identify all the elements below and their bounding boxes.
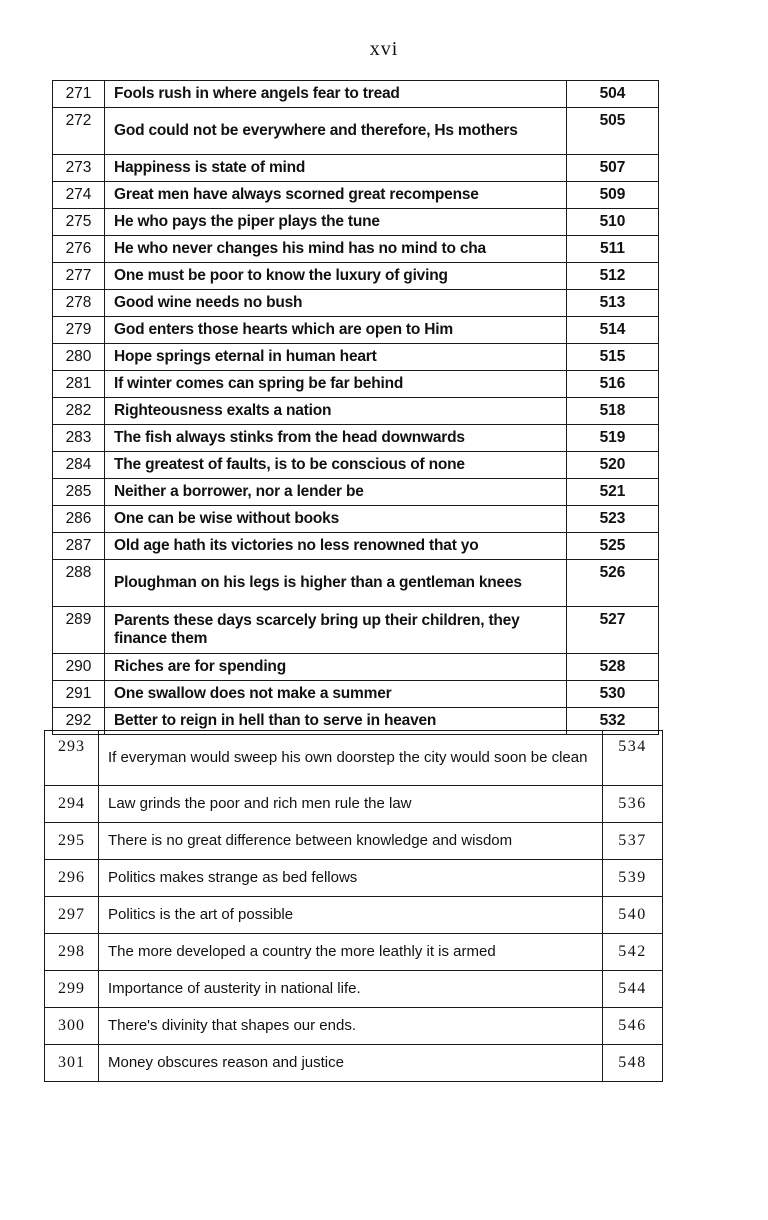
entry-number: 291 bbox=[53, 681, 105, 708]
entry-title: If winter comes can spring be far behind bbox=[105, 371, 567, 398]
entry-page: 528 bbox=[567, 654, 659, 681]
entry-number: 290 bbox=[53, 654, 105, 681]
entry-number: 296 bbox=[45, 860, 99, 897]
entry-page: 537 bbox=[603, 823, 663, 860]
entry-number: 274 bbox=[53, 182, 105, 209]
entry-page: 512 bbox=[567, 263, 659, 290]
entry-page: 530 bbox=[567, 681, 659, 708]
entry-page: 525 bbox=[567, 533, 659, 560]
entry-title: Ploughman on his legs is higher than a gentleman knees bbox=[105, 560, 567, 607]
entry-page: 511 bbox=[567, 236, 659, 263]
entry-page: 532 bbox=[567, 708, 659, 735]
table-row bbox=[45, 971, 663, 1008]
entry-page: 534 bbox=[603, 731, 663, 786]
entry-title: Law grinds the poor and rich men rule the law bbox=[99, 786, 603, 823]
table-row bbox=[45, 731, 663, 786]
entry-number: 279 bbox=[53, 317, 105, 344]
entry-page: 516 bbox=[567, 371, 659, 398]
entry-number: 276 bbox=[53, 236, 105, 263]
entry-page: 527 bbox=[567, 607, 659, 654]
entry-number: 287 bbox=[53, 533, 105, 560]
entry-number: 297 bbox=[45, 897, 99, 934]
contents-table-upper bbox=[52, 80, 659, 735]
entry-number: 284 bbox=[53, 452, 105, 479]
entry-title: Old age hath its victories no less renowned that yo bbox=[105, 533, 567, 560]
table-row bbox=[53, 81, 659, 108]
table-row bbox=[53, 371, 659, 398]
table-row bbox=[45, 860, 663, 897]
entry-number: 282 bbox=[53, 398, 105, 425]
entry-number: 300 bbox=[45, 1008, 99, 1045]
entry-number: 301 bbox=[45, 1045, 99, 1082]
entry-page: 520 bbox=[567, 452, 659, 479]
table-row bbox=[53, 236, 659, 263]
entry-number: 280 bbox=[53, 344, 105, 371]
entry-page: 521 bbox=[567, 479, 659, 506]
table-row bbox=[45, 934, 663, 971]
entry-page: 504 bbox=[567, 81, 659, 108]
entry-title: There is no great difference between knowledge and wisdom bbox=[99, 823, 603, 860]
entry-title: God could not be everywhere and therefore, Hs mothers bbox=[105, 108, 567, 155]
entry-title: Hope springs eternal in human heart bbox=[105, 344, 567, 371]
entry-page: 546 bbox=[603, 1008, 663, 1045]
entry-number: 298 bbox=[45, 934, 99, 971]
table-row bbox=[53, 654, 659, 681]
entry-number: 293 bbox=[45, 731, 99, 786]
entry-number: 272 bbox=[53, 108, 105, 155]
entry-number: 271 bbox=[53, 81, 105, 108]
table-row bbox=[53, 344, 659, 371]
entry-title: God enters those hearts which are open to Him bbox=[105, 317, 567, 344]
entry-number: 273 bbox=[53, 155, 105, 182]
entry-page: 540 bbox=[603, 897, 663, 934]
entry-title: Great men have always scorned great recompense bbox=[105, 182, 567, 209]
entry-number: 299 bbox=[45, 971, 99, 1008]
entry-number: 278 bbox=[53, 290, 105, 317]
entry-title: One must be poor to know the luxury of giving bbox=[105, 263, 567, 290]
entry-page: 507 bbox=[567, 155, 659, 182]
entry-title: Good wine needs no bush bbox=[105, 290, 567, 317]
entry-title: Riches are for spending bbox=[105, 654, 567, 681]
entry-page: 536 bbox=[603, 786, 663, 823]
entry-page: 523 bbox=[567, 506, 659, 533]
entry-page: 542 bbox=[603, 934, 663, 971]
table-row bbox=[45, 897, 663, 934]
table-row bbox=[53, 425, 659, 452]
entry-title: The fish always stinks from the head downwards bbox=[105, 425, 567, 452]
entry-page: 505 bbox=[567, 108, 659, 155]
table-row bbox=[45, 786, 663, 823]
entry-page: 548 bbox=[603, 1045, 663, 1082]
entry-title: He who pays the piper plays the tune bbox=[105, 209, 567, 236]
entry-title: One can be wise without books bbox=[105, 506, 567, 533]
entry-title: Parents these days scarcely bring up their children, they finance them bbox=[105, 607, 567, 654]
table-row bbox=[53, 560, 659, 607]
entry-number: 292 bbox=[53, 708, 105, 735]
table-row bbox=[53, 290, 659, 317]
entry-number: 283 bbox=[53, 425, 105, 452]
entry-title: Importance of austerity in national life. bbox=[99, 971, 603, 1008]
table-row bbox=[53, 506, 659, 533]
entry-page: 509 bbox=[567, 182, 659, 209]
entry-title: Fools rush in where angels fear to tread bbox=[105, 81, 567, 108]
entry-title: Politics makes strange as bed fellows bbox=[99, 860, 603, 897]
entry-page: 513 bbox=[567, 290, 659, 317]
entry-page: 514 bbox=[567, 317, 659, 344]
table-row bbox=[45, 823, 663, 860]
entry-number: 277 bbox=[53, 263, 105, 290]
entry-number: 275 bbox=[53, 209, 105, 236]
table-row bbox=[53, 155, 659, 182]
entry-title: If everyman would sweep his own doorstep the city would soon be clean bbox=[99, 731, 603, 786]
entry-title: He who never changes his mind has no mind to cha bbox=[105, 236, 567, 263]
page-number: xvi bbox=[369, 38, 399, 60]
contents-table-lower bbox=[44, 730, 663, 1082]
table-row bbox=[53, 479, 659, 506]
entry-page: 544 bbox=[603, 971, 663, 1008]
table-row bbox=[53, 607, 659, 654]
table-row bbox=[53, 317, 659, 344]
entry-number: 289 bbox=[53, 607, 105, 654]
entry-title: Money obscures reason and justice bbox=[99, 1045, 603, 1082]
entry-title: The more developed a country the more leathly it is armed bbox=[99, 934, 603, 971]
entry-title: The greatest of faults, is to be conscious of none bbox=[105, 452, 567, 479]
table-row bbox=[53, 108, 659, 155]
table-row bbox=[45, 1045, 663, 1082]
table-row bbox=[53, 533, 659, 560]
entry-number: 281 bbox=[53, 371, 105, 398]
entry-number: 294 bbox=[45, 786, 99, 823]
table-row bbox=[53, 681, 659, 708]
entry-page: 519 bbox=[567, 425, 659, 452]
entry-title: Politics is the art of possible bbox=[99, 897, 603, 934]
entry-number: 295 bbox=[45, 823, 99, 860]
table-row bbox=[53, 182, 659, 209]
entry-title: Neither a borrower, nor a lender be bbox=[105, 479, 567, 506]
entry-title: Better to reign in hell than to serve in heaven bbox=[105, 708, 567, 735]
entry-page: 515 bbox=[567, 344, 659, 371]
table-row bbox=[53, 452, 659, 479]
table-row bbox=[45, 1008, 663, 1045]
entry-number: 288 bbox=[53, 560, 105, 607]
entry-title: One swallow does not make a summer bbox=[105, 681, 567, 708]
entry-title: Happiness is state of mind bbox=[105, 155, 567, 182]
entry-number: 286 bbox=[53, 506, 105, 533]
entry-page: 539 bbox=[603, 860, 663, 897]
entry-title: Righteousness exalts a nation bbox=[105, 398, 567, 425]
table-row bbox=[53, 263, 659, 290]
table-row bbox=[53, 209, 659, 236]
entry-page: 510 bbox=[567, 209, 659, 236]
table-row bbox=[53, 398, 659, 425]
entry-number: 285 bbox=[53, 479, 105, 506]
entry-title: There's divinity that shapes our ends. bbox=[99, 1008, 603, 1045]
entry-page: 526 bbox=[567, 560, 659, 607]
entry-page: 518 bbox=[567, 398, 659, 425]
